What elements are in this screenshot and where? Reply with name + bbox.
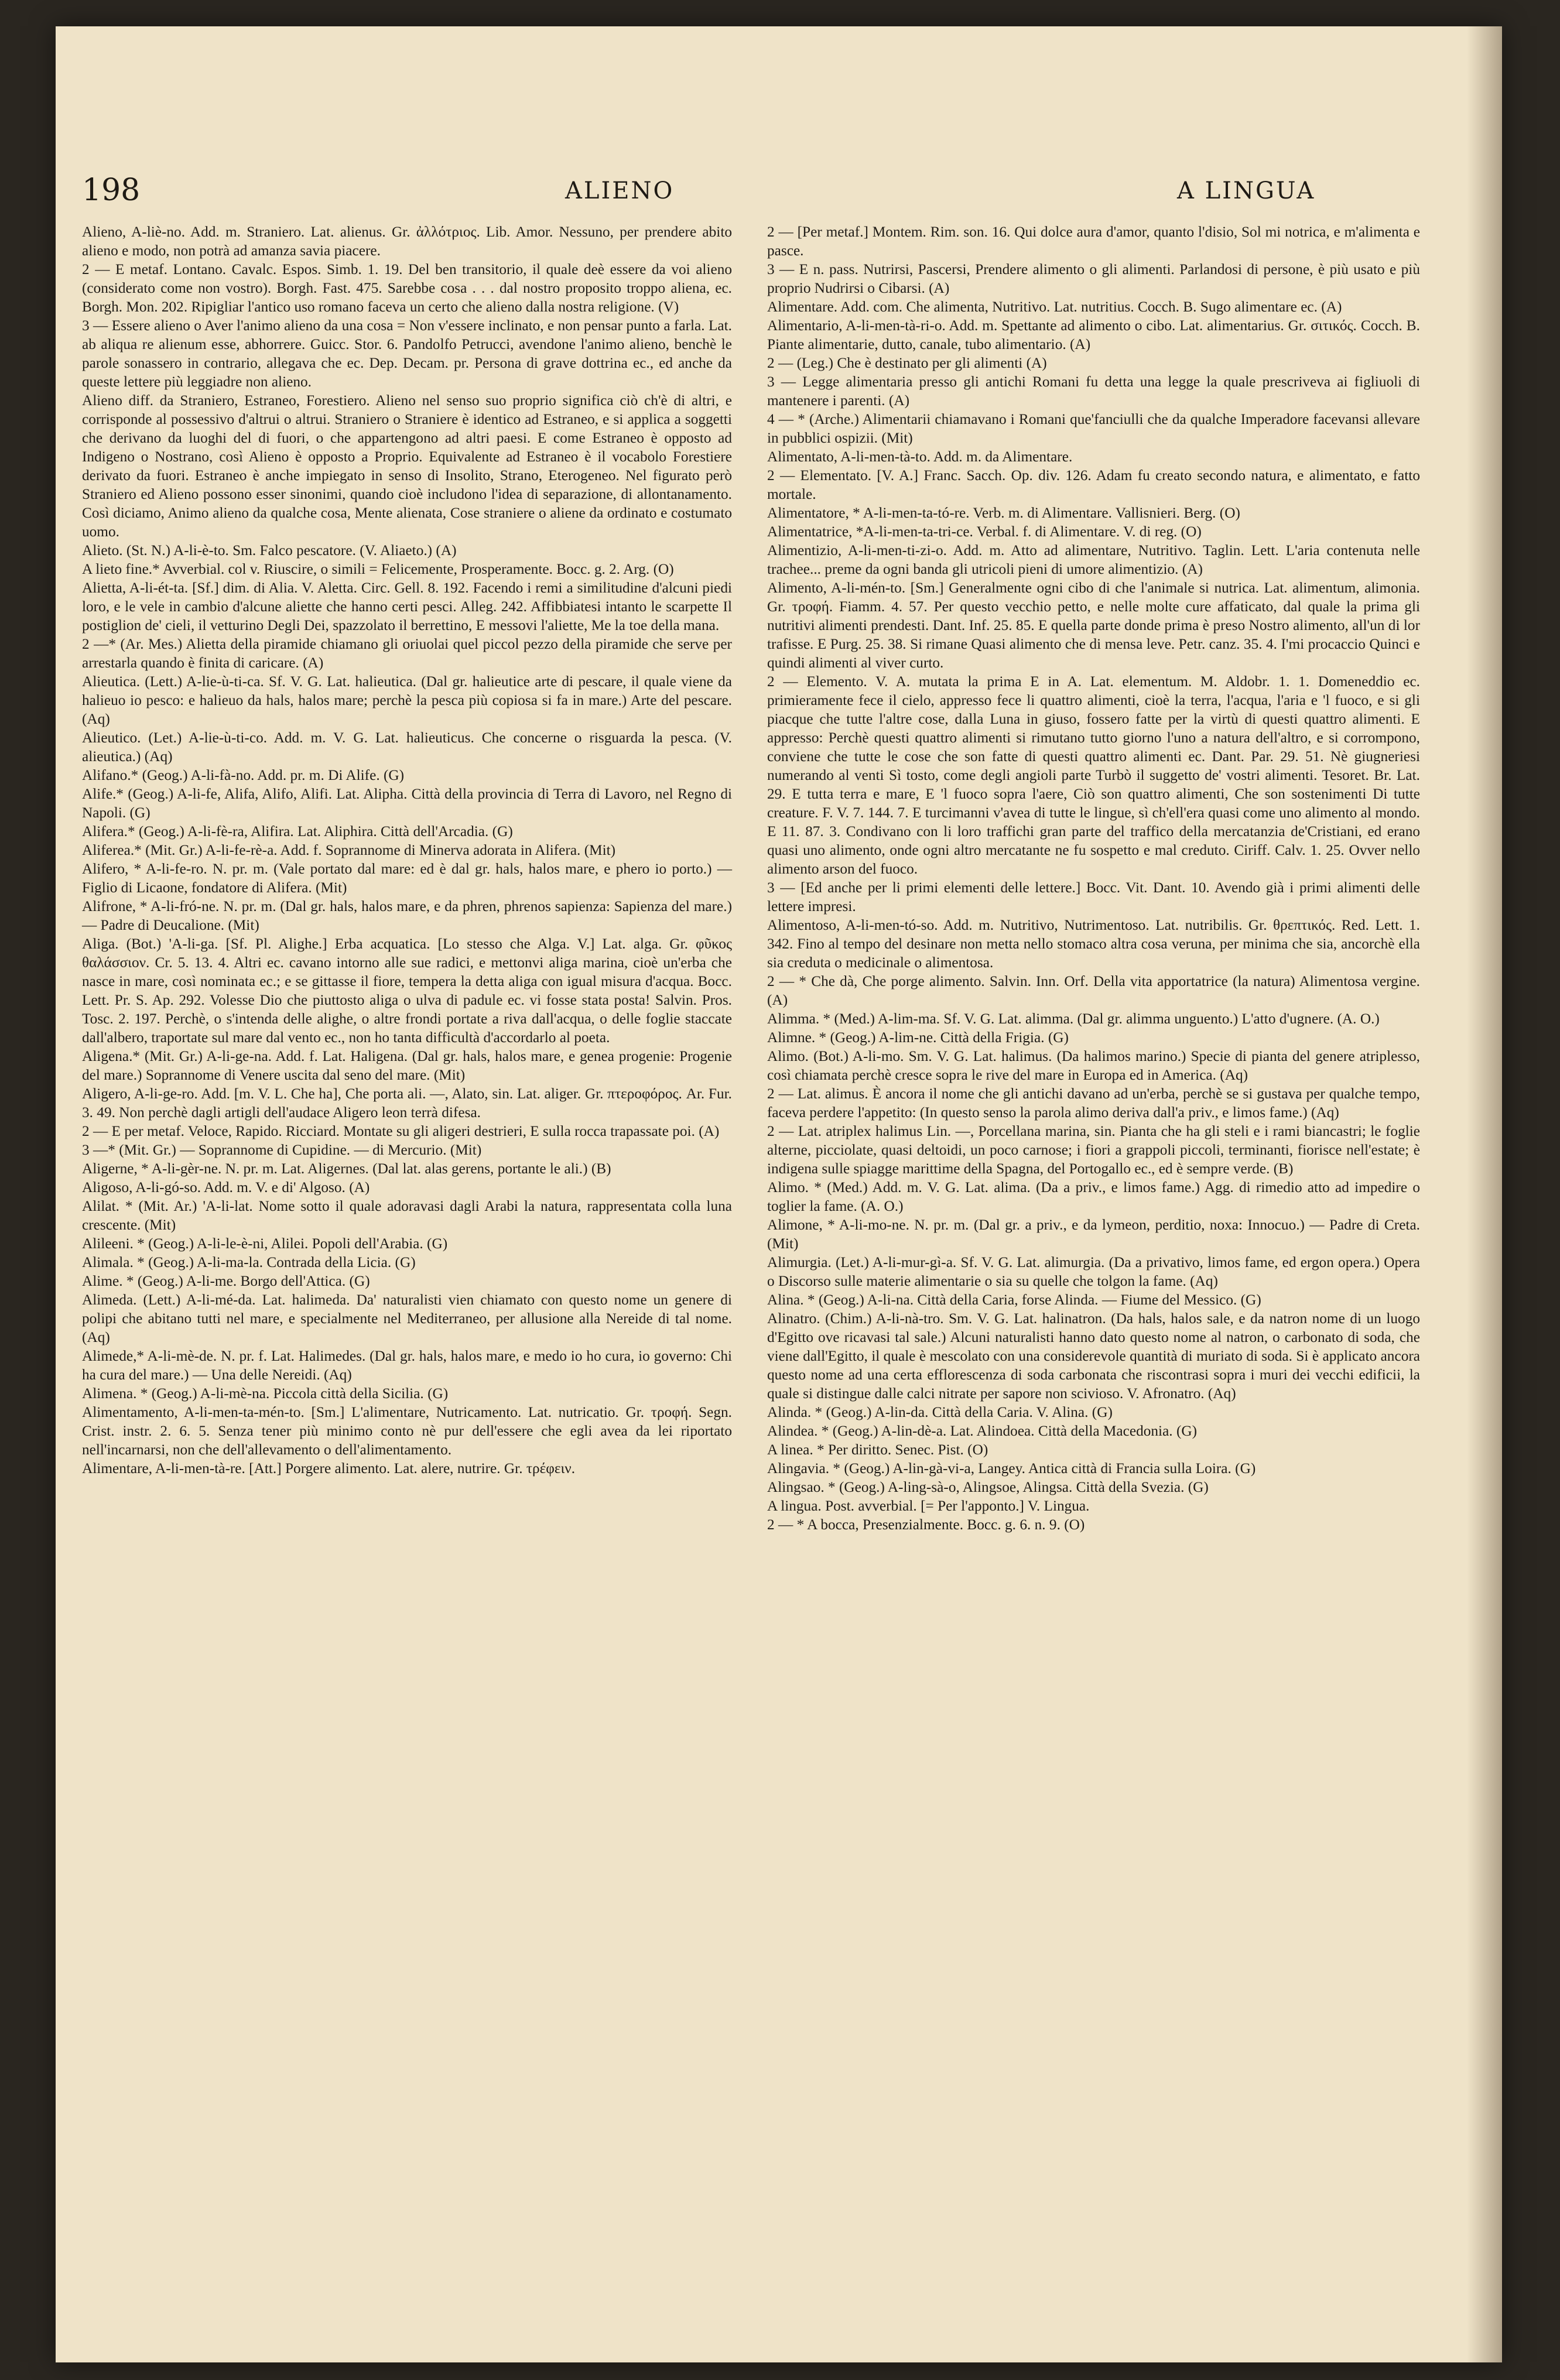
dictionary-entry: A linea. * Per diritto. Senec. Pist. (O) xyxy=(767,1441,988,1458)
dictionary-entry: 2 — * Che dà, Che porge alimento. Salvin. Inn. Orf. Della vita apportatrice (la natura) Alimentosa vergine. (A) xyxy=(767,973,1420,1008)
dictionary-entry: Alingsao. * (Geog.) A-ling-sà-o, Alingsoe, Alingsa. Città della Svezia. (G) xyxy=(767,1479,1209,1495)
dictionary-entry: Alimma. * (Med.) A-lim-ma. Sf. V. G. Lat. alimma. (Dal gr. alimma unguento.) L'atto d'ugnere. (A. O.) xyxy=(767,1011,1380,1027)
dictionary-entry: 2 —* (Ar. Mes.) Alietta della piramide chiamano gli oriuolai quel piccol pezzo della piramide che serve per arrestarla quando è finita di caricare. (A) xyxy=(82,636,732,671)
dictionary-entry: Alimentamento, A-li-men-ta-mén-to. [Sm.] L'alimentare, Nutricamento. Lat. nutricatio. Gr. τροφή. Segn. Crist. instr. 2. 6. 5. Senza tener più minimo conto nè pur dell'essere che egli avea da lei riportato nell'incarnarsi, non che dell'allevamento o dell'alimentamento. xyxy=(82,1404,732,1458)
dictionary-entry: Alina. * (Geog.) A-li-na. Città della Caria, forse Alinda. — Fiume del Messico. (G) xyxy=(767,1292,1261,1308)
page-number: 198 xyxy=(82,173,141,208)
running-header xyxy=(56,173,1502,214)
dictionary-entry: Aliferea.* (Mit. Gr.) A-li-fe-rè-a. Add. f. Soprannome di Minerva adorata in Alifera. (Mit) xyxy=(82,842,616,858)
dictionary-entry: A lingua. Post. avverbial. [= Per l'apponto.] V. Lingua. xyxy=(767,1498,1090,1514)
dictionary-entry: 3 — Legge alimentaria presso gli antichi Romani fu detta una legge la quale prescriveva ai figliuoli di mantenere i parenti. (A) xyxy=(767,374,1420,409)
dictionary-entry: Alinatro. (Chim.) A-li-nà-tro. Sm. V. G. Lat. halinatron. (Da hals, halos sale, e da natron nome di un luogo d'Egitto ove ricavasi tal sale.) Alcuni naturalisti hanno dato questo nome al natron, o carbonato di soda, che viene dall'Egitto, il quale è mescolato con una considerevole quantità di muriato di soda. Si è applicato ancora questo nome ad una certa efflorescenza di soda carbonata che riscontrasi sopra i muri dei vecchi edificii, la quale si distingue dalle calci nitrate per sapore non scivioso. V. Afronatro. (Aq) xyxy=(767,1310,1420,1402)
dictionary-entry: 2 — * A bocca, Presenzialmente. Bocc. g. 6. n. 9. (O) xyxy=(767,1516,1085,1533)
dictionary-entry: Alifera.* (Geog.) A-li-fè-ra, Alifira. Lat. Aliphira. Città dell'Arcadia. (G) xyxy=(82,823,513,840)
dictionary-entry: Alinda. * (Geog.) A-lin-da. Città della Caria. V. Alina. (G) xyxy=(767,1404,1113,1420)
dictionary-entry: Aliga. (Bot.) 'A-li-ga. [Sf. Pl. Alighe.] Erba acquatica. [Lo stesso che Alga. V.] Lat. alga. Gr. φῦκος θαλάσσιον. Cr. 5. 13. 4. Altri ec. cavano intorno alle sue radici, e mettonvi aliga marina, cioè un'erba che nasce in mare, così nominata ec.; e se gittasse il fiore, tempera la detta aliga con igual misura d'acqua. Bocc. Lett. Pr. S. Ap. 292. Volesse Dio che piuttosto aliga o ulva di padule ec. vi fosse stata posta! Salvin. Pros. Tosc. 2. 197. Perchè, o s'intenda delle alighe, o altre frondi portate a riva dall'acqua, o delle foglie staccate dall'albero, traportate sul mare dal vento ec., non ho tanta difficultà d'accordarlo al poeta. xyxy=(82,936,732,1046)
dictionary-entry: Alindea. * (Geog.) A-lin-dè-a. Lat. Alindoea. Città della Macedonia. (G) xyxy=(767,1423,1198,1439)
book-page xyxy=(56,26,1502,2362)
dictionary-entry: Alimentario, A-li-men-tà-ri-o. Add. m. Spettante ad alimento o cibo. Lat. alimentarius. Gr. σιτικός. Cocch. B. Piante alimentarie, dutto, canale, tubo alimentario. (A) xyxy=(767,317,1420,352)
dictionary-entry: Alime. * (Geog.) A-li-me. Borgo dell'Attica. (G) xyxy=(82,1273,370,1289)
right-column xyxy=(767,222,1420,1534)
dictionary-entry: 2 — [Per metaf.] Montem. Rim. son. 16. Qui dolce aura d'amor, quanto l'disio, Sol mi notrica, e m'alimenta e pasce. xyxy=(767,224,1420,259)
dictionary-entry: Alingavia. * (Geog.) A-lin-gà-vi-a, Langey. Antica città di Francia sulla Loira. (G) xyxy=(767,1460,1256,1477)
page-edge-shadow xyxy=(1467,26,1502,2362)
dictionary-entry: Alimurgia. (Let.) A-li-mur-gì-a. Sf. V. G. Lat. alimurgia. (Da a privativo, limos fame, ed ergon opera.) Opera o Discorso sulle materie alimentarie o sia su quelle che tolgon la fame. (Aq) xyxy=(767,1254,1420,1289)
dictionary-entry: Alimentatore, * A-li-men-ta-tó-re. Verb. m. di Alimentare. Vallisnieri. Berg. (O) xyxy=(767,505,1240,521)
dictionary-entry: Alimo. * (Med.) Add. m. V. G. Lat. alima. (Da a priv., e limos fame.) Agg. di rimedio atto ad impedire o toglier la fame. (A. O.) xyxy=(767,1179,1420,1214)
dictionary-entry: Alimentato, A-li-men-tà-to. Add. m. da Alimentare. xyxy=(767,448,1073,465)
dictionary-entry: Alimentoso, A-li-men-tó-so. Add. m. Nutritivo, Nutrimentoso. Lat. nutribilis. Gr. θρεπτικός. Red. Lett. 1. 342. Fino al tempo del desinare non metta nello stomaco altra cosa veruna, per minima che sia, ancorchè ella sia creduta o medicinale o alimentosa. xyxy=(767,917,1420,971)
dictionary-entry: 3 — [Ed anche per li primi elementi delle lettere.] Bocc. Vit. Dant. 10. Avendo già i primi alimenti delle lettere impresi. xyxy=(767,879,1420,915)
dictionary-entry: 3 — E n. pass. Nutrirsi, Pascersi, Prendere alimento o gli alimenti. Parlandosi di persone, è più usato e più proprio Nudrirsi o Cibarsi. (A) xyxy=(767,261,1420,296)
dictionary-entry: Alimento, A-li-mén-to. [Sm.] Generalmente ogni cibo di che l'animale si nutrica. Lat. alimentum, alimonia. Gr. τροφή. Fiamm. 4. 57. Per questo vecchio petto, e nelle molte cure affaticato, dal quale la prima gli nutritivi alimenti prendesti. Dant. Inf. 25. 85. E quella parte donde prima è preso Nostro alimento, all'un di lor trafisse. E Purg. 25. 38. Si rimane Quasi alimento che di mensa leve. Petr. canz. 35. 4. I'mi procaccio Quinci e quindi alimenti al viver curto. xyxy=(767,580,1420,671)
dictionary-entry: 4 — * (Arche.) Alimentarii chiamavano i Romani que'fanciulli che da qualche Imperadore facevansi allevare in pubblici ospizii. (Mit) xyxy=(767,411,1420,446)
left-column xyxy=(82,222,732,1478)
dictionary-entry: Alileeni. * (Geog.) A-li-le-è-ni, Alilei. Popoli dell'Arabia. (G) xyxy=(82,1235,448,1252)
dictionary-entry: Alifero, * A-li-fe-ro. N. pr. m. (Vale portato dal mare: ed è dal gr. hals, halos mare, e phero io porto.) — Figlio di Licaone, fondatore di Alifera. (Mit) xyxy=(82,861,732,896)
dictionary-entry: Aligena.* (Mit. Gr.) A-li-ge-na. Add. f. Lat. Haligena. (Dal gr. hals, halos mare, e genea progenie: Progenie del mare.) Soprannome di Venere uscita dal seno del mare. (Mit) xyxy=(82,1048,732,1083)
dictionary-entry: 2 — E metaf. Lontano. Cavalc. Espos. Simb. 1. 19. Del ben transitorio, il quale deè essere da voi alieno (considerato come non vostro). Borgh. Fast. 475. Sarebbe cosa . . . dal nostro proposito troppo aliena, ec. Borgh. Mon. 202. Ripigliar l'antico uso romano faceva un certo che alieno dalla nostra religione. (V) xyxy=(82,261,732,315)
dictionary-entry: 2 — Elemento. V. A. mutata la prima E in A. Lat. elementum. M. Aldobr. 1. 1. Domeneddio ec. primieramente fece il cielo, appresso fece li quattro alimenti, cioè la terra, l'acqua, l'aria e 'l fuoco, e si gli piacque che tutte l'altre cose, dalla Luna in giuso, fossero fatte per la virtù di questi quattro alimenti. E appresso: Perchè questi quattro alimenti si rimutano tutto giorno l'uno a natura dell'altro, e si corrompono, conviene che tutte le cose che son fatte di questi quattro alimenti ec. Dant. Par. 29. 51. Nè giugneriesi numerando al venti Sì tosto, come degli angioli parte Turbò il suggetto de' vostri alimenti. Tesoret. Br. Lat. 29. E tutta terra e mare, E 'l fuoco sopra l'aere, Ciò son quattro alimenti, Che son sostenimenti Di tutte creature. F. V. 7. 144. 7. E turcimanni v'avea di tutte le lingue, sì ch'ell'era quasi come uno alimento al mondo. E 11. 87. 3. Condivano con li loro traffichi gran parte del traffico della mercatanzia de'Cristiani, ed erano quasi uno alimento, onde ogni altro mercatante ne fu sospetto e mal creduto. Ciriff. Calv. 1. 25. Ovver nello alimento arson del fuoco. xyxy=(767,673,1420,877)
dictionary-entry: Alimone, * A-li-mo-ne. N. pr. m. (Dal gr. a priv., e da lymeon, perditio, noxa: Innocuo.) — Padre di Creta. (Mit) xyxy=(767,1217,1420,1252)
dictionary-entry: Alimeda. (Lett.) A-li-mé-da. Lat. halimeda. Da' naturalisti vien chiamato con questo nome un genere di polipi che abitano tutti nel mare, e specialmente nel Mediterraneo, per allusione alla Nereide di tal nome. (Aq) xyxy=(82,1292,732,1345)
dictionary-entry: Alifrone, * A-li-fró-ne. N. pr. m. (Dal gr. hals, halos mare, e da phren, phrenos sapienza: Sapienza del mare.) — Padre di Deucalione. (Mit) xyxy=(82,898,732,933)
dictionary-entry: Alieno diff. da Straniero, Estraneo, Forestiero. Alieno nel senso suo proprio significa ciò ch'è di altri, e corrisponde al possessivo d'altrui o altrui. Straniero o Straniere è identico ad Estraneo, e si applica a soggetti che derivano da luoghi del di fuori, o che appartengono ad altri paesi. E come Estraneo è opposto ad Indigeno o Nostrano, così Alieno è opposto a Proprio. Equivalente ad Estraneo è il vocabolo Forestiere derivato da fuori. Estraneo è anche impiegato in senso di Insolito, Strano, Eterogeneo. Nel figurato però Straniero ed Alieno possono esser sinonimi, quando cioè includono l'idea di separazione, di allontanamento. Così diciamo, Animo alieno da qualche cosa, Mente alienata, Cose straniere o aliene da ordinato e costumato uomo. xyxy=(82,392,732,540)
dictionary-entry: Alieutico. (Let.) A-lie-ù-ti-co. Add. m. V. G. Lat. halieuticus. Che concerne o risguarda la pesca. (V. alieutica.) (Aq) xyxy=(82,730,732,765)
dictionary-entry: Aligoso, A-li-gó-so. Add. m. V. e di' Algoso. (A) xyxy=(82,1179,370,1196)
dictionary-entry: 3 — Essere alieno o Aver l'animo alieno da una cosa = Non v'essere inclinato, e non pensar punto a farla. Lat. ab aliqua re alienum esse, abhorrere. Guicc. Stor. 6. Pandolfo Petrucci, avendone l'animo alieno, benchè le parole sonassero in contrario, allegava che ec. Dep. Decam. pr. Persona di grave dottrina ec., ed anche da queste lettere più leggiadre non alieno. xyxy=(82,317,732,390)
left-column-heading: ALIENO xyxy=(565,177,675,204)
dictionary-entry: Alife.* (Geog.) A-li-fe, Alifa, Alifo, Alifi. Lat. Alipha. Città della provincia di Terra di Lavoro, nel Regno di Napoli. (G) xyxy=(82,786,732,821)
dictionary-entry: Alimede,* A-li-mè-de. N. pr. f. Lat. Halimedes. (Dal gr. hals, halos mare, e medo io ho cura, io governo: Chi ha cura del mare.) — Una delle Nereidi. (Aq) xyxy=(82,1348,732,1383)
dictionary-entry: Alimo. (Bot.) A-li-mo. Sm. V. G. Lat. halimus. (Da halimos marino.) Specie di pianta del genere atriplesso, così chiamata perchè cresce sopra le rive del mare in Europa ed in America. (Aq) xyxy=(767,1048,1420,1083)
dictionary-entry: 2 — E per metaf. Veloce, Rapido. Ricciard. Montate su gli aligeri destrieri, E sulla rocca trapassate poi. (A) xyxy=(82,1123,720,1139)
dictionary-entry: Alieutica. (Lett.) A-lie-ù-ti-ca. Sf. V. G. Lat. halieutica. (Dal gr. halieutice arte di pescare, il quale viene da halieuo io pesco: e halieuo da hals, halos mare; perchè la pesca più copiosa si fa in mare.) Arte del pescare. (Aq) xyxy=(82,673,732,727)
dictionary-entry: 2 — Elementato. [V. A.] Franc. Sacch. Op. div. 126. Adam fu creato secondo natura, e alimentato, e fatto mortale. xyxy=(767,467,1420,502)
dictionary-entry: Alimena. * (Geog.) A-li-mè-na. Piccola città della Sicilia. (G) xyxy=(82,1385,449,1402)
dictionary-entry: A lieto fine.* Avverbial. col v. Riuscire, o simili = Felicemente, Prosperamente. Bocc. g. 2. Arg. (O) xyxy=(82,561,674,577)
dictionary-entry: Alifano.* (Geog.) A-li-fà-no. Add. pr. m. Di Alife. (G) xyxy=(82,767,405,783)
dictionary-entry: Alimentare, A-li-men-tà-re. [Att.] Porgere alimento. Lat. alere, nutrire. Gr. τρέφειν. xyxy=(82,1460,576,1477)
dictionary-entry: 2 — Lat. alimus. È ancora il nome che gli antichi davano ad un'erba, perchè se si gustava per qualche tempo, faceva perdere l'appetito: (In questo senso la parola alimo deriva dall'a priv., e limos fame.) (Aq) xyxy=(767,1085,1420,1121)
dictionary-entry: Alietta, A-li-ét-ta. [Sf.] dim. di Alia. V. Aletta. Circ. Gell. 8. 192. Facendo i remi a similitudine d'alcuni piedi loro, e le vele in cambio d'alcune aliette che hanno certi pesci. Alleg. 242. Affibbiatesi intanto le scarpette Il postiglion de' cieli, il vetturino Degli Dei, spazzolato il berrettino, E messovi l'aliette, Me la toe della mana. xyxy=(82,580,732,633)
dictionary-entry: Aligero, A-li-ge-ro. Add. [m. V. L. Che ha], Che porta ali. —, Alato, sin. Lat. aliger. Gr. πτεροφόρος. Ar. Fur. 3. 49. Non perchè dagli artigli dell'audace Aligero leon terrà difesa. xyxy=(82,1085,732,1121)
dictionary-entry: Aligerne, * A-li-gèr-ne. N. pr. m. Lat. Aligernes. (Dal lat. alas gerens, portante le ali.) (B) xyxy=(82,1160,611,1177)
dictionary-entry: 2 — (Leg.) Che è destinato per gli alimenti (A) xyxy=(767,355,1047,371)
right-column-heading: A LINGUA xyxy=(1177,177,1316,204)
dictionary-entry: Alimala. * (Geog.) A-li-ma-la. Contrada della Licia. (G) xyxy=(82,1254,416,1271)
dictionary-entry: Alimne. * (Geog.) A-lim-ne. Città della Frigia. (G) xyxy=(767,1029,1069,1046)
dictionary-entry: Alimentare. Add. com. Che alimenta, Nutritivo. Lat. nutritius. Cocch. B. Sugo alimentare ec. (A) xyxy=(767,299,1342,315)
dictionary-entry: Alimentatrice, *A-li-men-ta-tri-ce. Verbal. f. di Alimentare. V. di reg. (O) xyxy=(767,523,1202,540)
dictionary-entry: Alieno, A-liè-no. Add. m. Straniero. Lat. alienus. Gr. ἀλλότριος. Lib. Amor. Nessuno, per prendere abito alieno e modo, non potrà ad amanza savia piacere. xyxy=(82,224,732,259)
dictionary-entry: Alimentizio, A-li-men-ti-zi-o. Add. m. Atto ad alimentare, Nutritivo. Taglin. Lett. L'aria contenuta nelle trachee... preme da ogni banda gli utricoli pieni di umore alimentizio. (A) xyxy=(767,542,1420,577)
dictionary-entry: Alilat. * (Mit. Ar.) 'A-li-lat. Nome sotto il quale adoravasi dagli Arabi la natura, rappresentata colla luna crescente. (Mit) xyxy=(82,1198,732,1233)
dictionary-entry: 2 — Lat. atriplex halimus Lin. —, Porcellana marina, sin. Pianta che ha gli steli e i rami biancastri; le foglie alterne, picciolate, quasi deltoidi, un poco carnose; i fiori a grappoli piccoli, terminanti, fioriscе nell'estate; è indigena sulle spiagge marittime della Spagna, del Portogallo ec., ed è sempre verde. (B) xyxy=(767,1123,1420,1177)
dictionary-entry: Alieto. (St. N.) A-li-è-to. Sm. Falco pescatore. (V. Aliaeto.) (A) xyxy=(82,542,457,559)
dictionary-entry: 3 —* (Mit. Gr.) — Soprannome di Cupidine. — di Mercurio. (Mit) xyxy=(82,1142,482,1158)
